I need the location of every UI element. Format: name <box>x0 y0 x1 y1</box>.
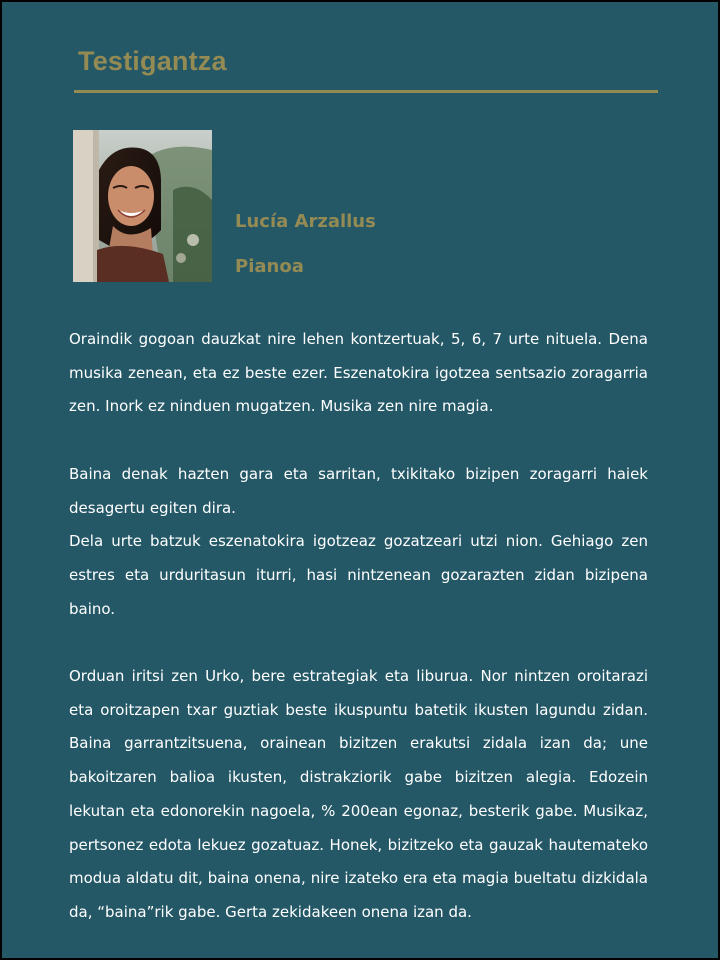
person-name: Lucía Arzallus <box>235 211 376 232</box>
title-divider <box>74 90 658 93</box>
page-title: Testigantza <box>78 46 227 76</box>
portrait-image <box>73 130 212 282</box>
paragraph-2: Baina denak hazten gara eta sarritan, txikitako bizipen zoragarri haiek desagertu egiten dira. <box>69 464 648 517</box>
portrait-photo <box>73 130 212 282</box>
paragraph-1: Oraindik gogoan dauzkat nire lehen kontzertuak, 5, 6, 7 urte nituela. Dena musika zenean, eta ez beste ezer. Eszenatokira igotzea sentsazio zoragarria zen. Inork ez ninduen mugatzen. Musika zen nire magia. <box>69 330 648 416</box>
paragraph-4: Orduan iritsi zen Urko, bere estrategiak eta liburua. Nor nintzen oroitarazi eta oroitzapen txar guztiak beste ikuspuntu batetik ikusten lagundu zidan. Baina garrantzitsuena, orainean bizitzen erakutsi zidala izan da; une bakoitzaren balioa ikusten, distrakziorik gabe bizitzen alegia. Edozein lekutan eta edonorekin nagoela, % 200ean egonaz, besterik gabe. Musikaz, pertsonez edota lekuez gozatuaz. Honek, bizitzeko eta gauzak hautemateko modua aldatu dit, baina onena, nire izateko era eta magia bueltatu dizkidala da, “baina”rik gabe. Gerta zekidakeen onena izan da. <box>69 667 648 921</box>
person-instrument: Pianoa <box>235 256 304 277</box>
paragraph-3: Dela urte batzuk eszenatokira igotzeaz gozatzeari utzi nion. Gehiago zen estres eta urduritasun iturri, hasi nintzenean gozarazten zidan bizipena baino. <box>69 532 648 618</box>
testimony-text <box>69 323 648 930</box>
slide <box>2 2 718 958</box>
